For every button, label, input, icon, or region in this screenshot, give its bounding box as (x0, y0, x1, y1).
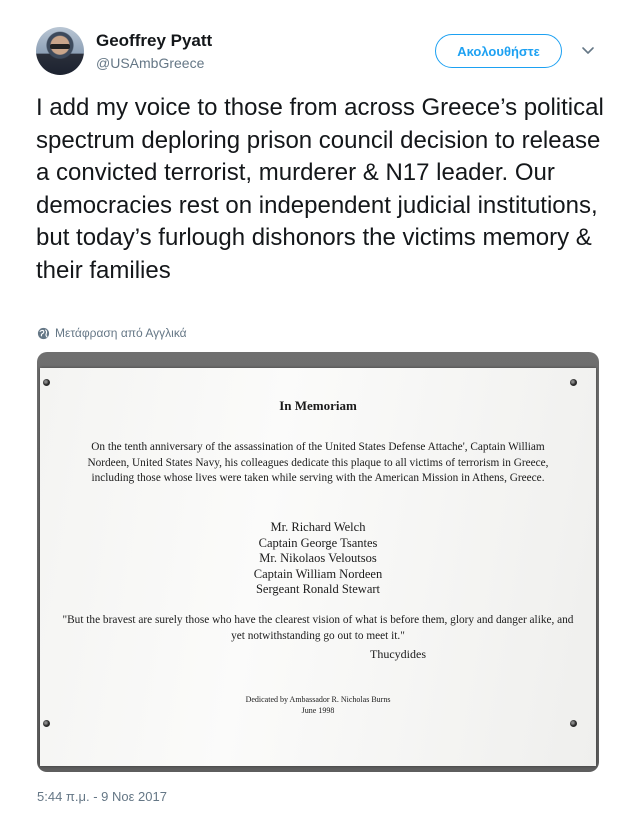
plaque-screw (43, 720, 50, 727)
avatar[interactable] (36, 27, 84, 75)
plaque-quote-author: Thucydides (370, 647, 426, 661)
plaque-quote: "But the bravest are surely those who have the clearest vision of what is before them, glory and danger alike, and yet notwithstanding go out to meet it." (62, 614, 574, 642)
victim-name: Captain William Nordeen (253, 566, 383, 581)
follow-button[interactable]: Ακολουθήστε (435, 34, 562, 68)
dedicated-by-text: Dedicated by Ambassador R. Nicholas Burns (245, 695, 391, 704)
tweet-photo[interactable] (37, 352, 599, 772)
victim-name: Mr. Richard Welch (270, 520, 366, 534)
plaque-screw (570, 379, 577, 386)
memorial-plaque (40, 368, 596, 766)
plaque-dedication: On the tenth anniversary of the assassination of the United States Defense Attache', Captain William Nordeen, United States Navy, his colleagues dedicate this plaque to all victims of terrorism in Greece, including those whose lives were taken while serving with the American Mission in Athens, Greece. (87, 441, 549, 484)
translate-label: Μετάφραση από Αγγλικά (55, 326, 187, 340)
plaque-title: In Memoriam (279, 398, 357, 413)
chevron-down-icon[interactable] (580, 42, 596, 58)
author-handle[interactable]: @USAmbGreece (96, 55, 205, 71)
plaque-names (40, 520, 596, 598)
plaque-screw (43, 379, 50, 386)
victim-name: Captain George Tsantes (258, 535, 378, 550)
translate-tweet-link[interactable] (37, 326, 187, 340)
victim-name: Sergeant Ronald Stewart (255, 582, 381, 596)
plaque-dedicated-by (40, 694, 596, 716)
tweet-text: I add my voice to those from across Greece’s political spectrum deploring prison council decision to release a convicted terrorist, murderer & N17 leader. Our democracies rest on independent judicial institutions, but today’s furlough dishonors the victims memory & their families (36, 94, 611, 284)
dedication-date: June 1998 (301, 706, 335, 715)
tweet-timestamp[interactable]: 5:44 π.μ. - 9 Νοε 2017 (37, 789, 167, 804)
author-display-name[interactable]: Geoffrey Pyatt (96, 31, 213, 50)
plaque-screw (570, 720, 577, 727)
globe-icon (37, 327, 50, 340)
victim-name: Mr. Nikolaos Veloutsos (259, 551, 377, 565)
